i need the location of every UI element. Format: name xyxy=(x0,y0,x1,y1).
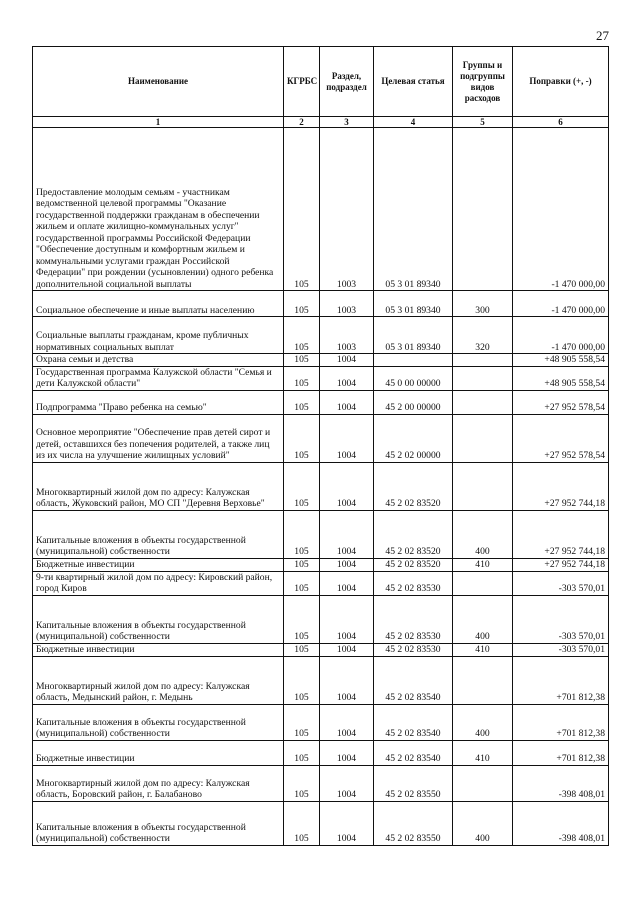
table-row xyxy=(33,291,609,317)
row-section: 1004 xyxy=(320,510,374,558)
row-target: 05 3 01 89340 xyxy=(374,291,453,317)
table-row xyxy=(33,128,609,291)
row-group xyxy=(453,462,513,510)
row-kgrbs: 105 xyxy=(284,801,320,845)
row-group xyxy=(453,354,513,367)
row-group xyxy=(453,656,513,704)
row-amount: +701 812,38 xyxy=(513,704,609,740)
row-target: 05 3 01 89340 xyxy=(374,128,453,291)
row-kgrbs: 105 xyxy=(284,643,320,656)
row-kgrbs: 105 xyxy=(284,740,320,765)
row-section: 1004 xyxy=(320,704,374,740)
table-row xyxy=(33,414,609,462)
header-section: Раздел, подраздел xyxy=(320,47,374,117)
row-amount: -1 470 000,00 xyxy=(513,317,609,354)
column-number: 2 xyxy=(284,117,320,128)
row-section: 1004 xyxy=(320,558,374,571)
row-group xyxy=(453,390,513,414)
table-row xyxy=(33,704,609,740)
page-number: 27 xyxy=(596,28,609,43)
row-amount: -303 570,01 xyxy=(513,643,609,656)
row-amount: +27 952 578,54 xyxy=(513,390,609,414)
table-header-row xyxy=(33,47,609,117)
row-group xyxy=(453,366,513,390)
column-number: 1 xyxy=(33,117,284,128)
row-target: 45 2 02 83520 xyxy=(374,462,453,510)
row-target: 45 2 02 00000 xyxy=(374,414,453,462)
row-kgrbs: 105 xyxy=(284,558,320,571)
row-name: Бюджетные инвестиции xyxy=(33,643,284,656)
row-name: Многоквартирный жилой дом по адресу: Калужская область, Жуковский район, МО СП "Деревня Верховье" xyxy=(33,462,284,510)
row-name: Капитальные вложения в объекты государственной (муниципальной) собственности xyxy=(33,595,284,643)
row-target: 45 2 02 83530 xyxy=(374,595,453,643)
header-target: Целевая статья xyxy=(374,47,453,117)
row-kgrbs: 105 xyxy=(284,656,320,704)
row-name: Социальное обеспечение и иные выплаты населению xyxy=(33,291,284,317)
header-amount: Поправки (+, -) xyxy=(513,47,609,117)
row-kgrbs: 105 xyxy=(284,571,320,595)
row-section: 1004 xyxy=(320,390,374,414)
row-amount: +48 905 558,54 xyxy=(513,354,609,367)
column-number: 4 xyxy=(374,117,453,128)
row-kgrbs: 105 xyxy=(284,317,320,354)
row-target: 45 0 00 00000 xyxy=(374,366,453,390)
row-section: 1004 xyxy=(320,656,374,704)
row-section: 1003 xyxy=(320,128,374,291)
header-group: Группы и подгруппы видов расходов xyxy=(453,47,513,117)
row-amount: +701 812,38 xyxy=(513,740,609,765)
row-amount: -303 570,01 xyxy=(513,595,609,643)
row-group: 400 xyxy=(453,510,513,558)
column-number: 6 xyxy=(513,117,609,128)
row-target: 45 2 00 00000 xyxy=(374,390,453,414)
row-amount: +27 952 744,18 xyxy=(513,462,609,510)
row-section: 1004 xyxy=(320,462,374,510)
row-section: 1004 xyxy=(320,765,374,801)
row-target: 45 2 02 83530 xyxy=(374,571,453,595)
row-name: Бюджетные инвестиции xyxy=(33,740,284,765)
row-section: 1003 xyxy=(320,291,374,317)
row-name: Основное мероприятие "Обеспечение прав детей сирот и детей, оставшихся без попечения родителей, а также лиц из их числа на улучшение жилищных условий" xyxy=(33,414,284,462)
row-name: Капитальные вложения в объекты государственной (муниципальной) собственности xyxy=(33,801,284,845)
table-row xyxy=(33,656,609,704)
row-name: Капитальные вложения в объекты государственной (муниципальной) собственности xyxy=(33,704,284,740)
row-group xyxy=(453,765,513,801)
row-section: 1004 xyxy=(320,571,374,595)
row-amount: +27 952 744,18 xyxy=(513,558,609,571)
table-row xyxy=(33,510,609,558)
row-group: 400 xyxy=(453,801,513,845)
row-group: 320 xyxy=(453,317,513,354)
row-kgrbs: 105 xyxy=(284,390,320,414)
row-name: Охрана семьи и детства xyxy=(33,354,284,367)
table-row xyxy=(33,558,609,571)
row-kgrbs: 105 xyxy=(284,414,320,462)
row-section: 1004 xyxy=(320,595,374,643)
row-group: 410 xyxy=(453,740,513,765)
row-section: 1004 xyxy=(320,801,374,845)
budget-table xyxy=(32,46,609,846)
row-target: 45 2 02 83520 xyxy=(374,558,453,571)
column-number: 5 xyxy=(453,117,513,128)
row-group xyxy=(453,128,513,291)
row-amount: +701 812,38 xyxy=(513,656,609,704)
row-amount: +48 905 558,54 xyxy=(513,366,609,390)
row-target: 05 3 01 89340 xyxy=(374,317,453,354)
row-target: 45 2 02 83540 xyxy=(374,704,453,740)
header-kgrbs: КГРБС xyxy=(284,47,320,117)
table-row xyxy=(33,765,609,801)
row-target: 45 2 02 83530 xyxy=(374,643,453,656)
row-kgrbs: 105 xyxy=(284,765,320,801)
row-kgrbs: 105 xyxy=(284,291,320,317)
table-row xyxy=(33,643,609,656)
row-section: 1004 xyxy=(320,414,374,462)
column-number: 3 xyxy=(320,117,374,128)
table-row xyxy=(33,390,609,414)
row-amount: +27 952 578,54 xyxy=(513,414,609,462)
row-target xyxy=(374,354,453,367)
row-kgrbs: 105 xyxy=(284,510,320,558)
row-target: 45 2 02 83550 xyxy=(374,801,453,845)
column-number-row xyxy=(33,117,609,128)
row-kgrbs: 105 xyxy=(284,128,320,291)
row-name: Подпрограмма "Право ребенка на семью" xyxy=(33,390,284,414)
row-group: 400 xyxy=(453,595,513,643)
table-row xyxy=(33,740,609,765)
row-group: 300 xyxy=(453,291,513,317)
row-name: Бюджетные инвестиции xyxy=(33,558,284,571)
row-amount: -1 470 000,00 xyxy=(513,128,609,291)
row-section: 1004 xyxy=(320,366,374,390)
row-group xyxy=(453,414,513,462)
row-name: Многоквартирный жилой дом по адресу: Калужская область, Боровский район, г. Балабаново xyxy=(33,765,284,801)
row-name: Государственная программа Калужской области "Семья и дети Калужской области" xyxy=(33,366,284,390)
table-body xyxy=(33,128,609,846)
table-row xyxy=(33,366,609,390)
row-section: 1004 xyxy=(320,354,374,367)
table-row xyxy=(33,571,609,595)
row-target: 45 2 02 83540 xyxy=(374,740,453,765)
row-section: 1004 xyxy=(320,643,374,656)
table-row xyxy=(33,354,609,367)
row-group: 410 xyxy=(453,558,513,571)
row-amount: +27 952 744,18 xyxy=(513,510,609,558)
row-group: 410 xyxy=(453,643,513,656)
row-name: 9-ти квартирный жилой дом по адресу: Кировский район, город Киров xyxy=(33,571,284,595)
row-section: 1004 xyxy=(320,740,374,765)
row-group: 400 xyxy=(453,704,513,740)
table-row xyxy=(33,801,609,845)
row-name: Многоквартирный жилой дом по адресу: Калужская область, Медынский район, г. Медынь xyxy=(33,656,284,704)
table-row xyxy=(33,462,609,510)
row-amount: -1 470 000,00 xyxy=(513,291,609,317)
row-name: Социальные выплаты гражданам, кроме публичных нормативных социальных выплат xyxy=(33,317,284,354)
row-kgrbs: 105 xyxy=(284,595,320,643)
row-section: 1003 xyxy=(320,317,374,354)
table-row xyxy=(33,595,609,643)
row-target: 45 2 02 83520 xyxy=(374,510,453,558)
row-kgrbs: 105 xyxy=(284,462,320,510)
row-amount: -398 408,01 xyxy=(513,765,609,801)
row-kgrbs: 105 xyxy=(284,366,320,390)
row-target: 45 2 02 83540 xyxy=(374,656,453,704)
row-name: Предоставление молодым семьям - участникам ведомственной целевой программы "Оказание государственной поддержки гражданам в обеспечении жильем и оплате жилищно-коммунальных услуг" государственной программы Российской Федерации "Обеспечение доступным и комфортным жильем и коммунальными услугами граждан Российской Федерации" при рождении (усыновлении) одного ребенка дополнительной социальной выплаты xyxy=(33,128,284,291)
row-kgrbs: 105 xyxy=(284,704,320,740)
row-target: 45 2 02 83550 xyxy=(374,765,453,801)
row-group xyxy=(453,571,513,595)
table-row xyxy=(33,317,609,354)
row-amount: -303 570,01 xyxy=(513,571,609,595)
row-amount: -398 408,01 xyxy=(513,801,609,845)
row-kgrbs: 105 xyxy=(284,354,320,367)
row-name: Капитальные вложения в объекты государственной (муниципальной) собственности xyxy=(33,510,284,558)
header-name: Наименование xyxy=(33,47,284,117)
